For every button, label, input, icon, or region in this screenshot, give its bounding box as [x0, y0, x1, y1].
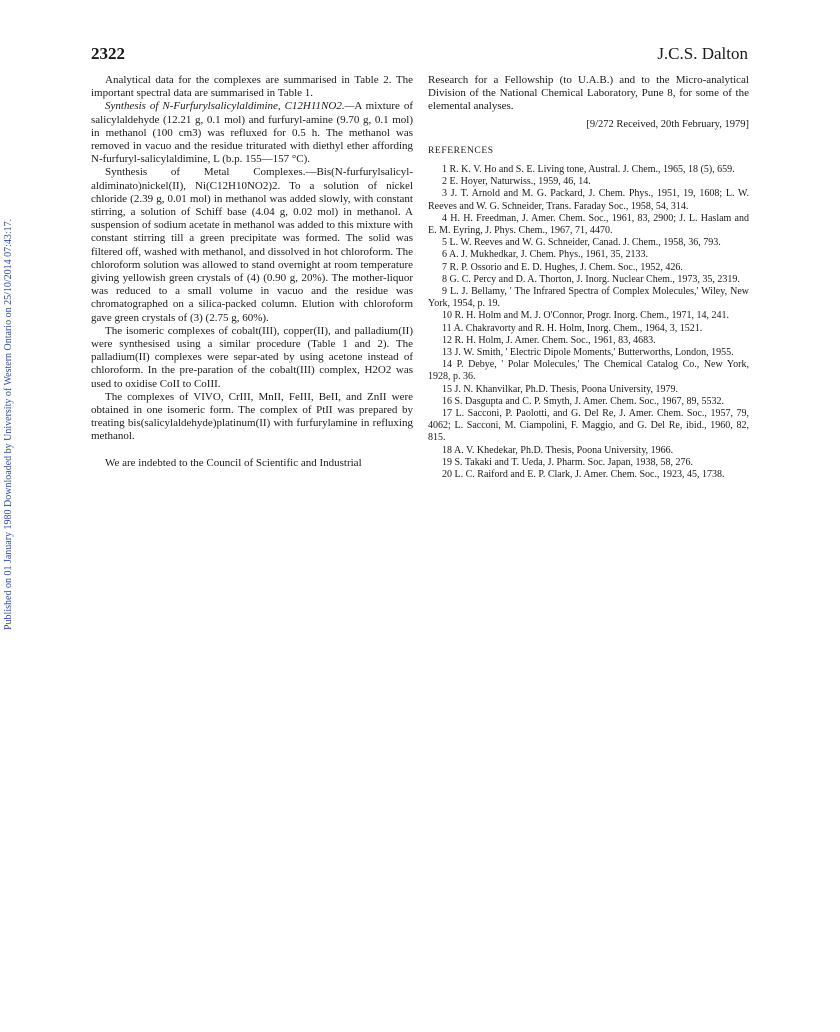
reference-item: 20 L. C. Raiford and E. P. Clark, J. Amer. Chem. Soc., 1923, 45, 1738.: [442, 469, 725, 481]
reference-item: 17 L. Sacconi, P. Paolotti, and G. Del Re, J. Amer. Chem. Soc., 1957, 79, 4062; L. Sacconi, M. Ciampolini, F. Maggio, and G. Del Re, ibid., 1960, 82, 815.: [428, 408, 749, 444]
received-date: [9/272 Received, 20th February, 1979]: [586, 118, 749, 130]
reference-item: 18 A. V. Khedekar, Ph.D. Thesis, Poona University, 1966.: [442, 444, 674, 456]
reference-item: 14 P. Debye, ' Polar Molecules,' The Chemical Catalog Co., New York, 1928, p. 36.: [428, 359, 749, 383]
ligand-synthesis-heading: Synthesis of N-Furfurylsalicylaldimine, C12H11NO2.—: [105, 100, 355, 113]
reference-item: 5 L. W. Reeves and W. G. Schneider, Canad. J. Chem., 1958, 36, 793.: [442, 237, 721, 249]
reference-item: 4 H. H. Freedman, J. Amer. Chem. Soc., 1961, 83, 2900; J. L. Haslam and E. M. Eyring, J. Phys. Chem., 1967, 71, 4470.: [428, 212, 749, 237]
reference-item: 1 R. K. V. Ho and S. E. Living tone, Austral. J. Chem., 1965, 18 (5), 659.: [442, 164, 735, 176]
intro-paragraph: Analytical data for the complexes are summarised in Table 2. The important spectral data are summarised in Table 1.: [91, 74, 413, 100]
download-notice[interactable]: Published on 01 January 1980 Downloaded by University of Western Ontario on 25/10/2014 07:43:17.: [3, 218, 14, 630]
reference-item: 16 S. Dasgupta and C. P. Smyth, J. Amer. Chem. Soc., 1967, 89, 5532.: [442, 395, 724, 407]
ligand-synthesis-body: A mixture of salicylaldehyde (12.21 g, 0.1 mol) and furfuryl-amine (9.70 g, 0.1 mol) in methanol (100 cm3) was refluxed for 0.5 h. The methanol was removed in vacuo and the residue triturated with diethyl ether affording N-furfuryl-salicylaldimine, L (b.p. 155—157 °C).: [91, 100, 413, 166]
reference-item: 9 L. J. Bellamy, ' The Infrared Spectra of Complex Molecules,' Wiley, New York, 1954, p. 19.: [428, 286, 749, 310]
other-complexes-paragraph: The complexes of VIVO, CrIII, MnII, FeIII, BeII, and ZnII were obtained in one isomeric form. The complex of PtII was prepared by treating bis(salicylaldehyde)platinum(II) with furfurylamine in refluxing methanol.: [91, 390, 413, 443]
reference-item: 13 J. W. Smith, ' Electric Dipole Moments,' Butterworths, London, 1955.: [442, 347, 734, 359]
left-column: [91, 74, 413, 470]
reference-item: 15 J. N. Khanvilkar, Ph.D. Thesis, Poona University, 1979.: [442, 383, 678, 395]
reference-item: 3 J. T. Arnold and M. G. Packard, J. Chem. Phys., 1951, 19, 1608; L. W. Reeves and W. G. Schneider, Trans. Faraday Soc., 1958, 54, 314.: [428, 188, 749, 212]
acknowledgement-start: We are indebted to the Council of Scientific and Industrial: [105, 456, 362, 469]
reference-item: 19 S. Takaki and T. Ueda, J. Pharm. Soc. Japan, 1938, 58, 276.: [442, 456, 693, 468]
reference-list: [428, 164, 749, 481]
reference-item: 2 E. Hoyer, Naturwiss., 1959, 46, 14.: [442, 176, 591, 188]
reference-item: 11 A. Chakravorty and R. H. Holm, Inorg. Chem., 1964, 3, 1521.: [442, 322, 703, 334]
isomeric-complexes-paragraph: The isomeric complexes of cobalt(III), copper(II), and palladium(II) were synthesised using a similar procedure (Table 1 and 2). The palladium(II) complexes were separ-ated by using acetone instead of chloroform. In the pre-paration of the cobalt(III) complex, H2O2 was used to oxidise CoII to CoIII.: [91, 324, 413, 390]
reference-item: 12 R. H. Holm, J. Amer. Chem. Soc., 1961, 83, 4683.: [442, 334, 656, 346]
reference-item: 6 A. J. Mukhedkar, J. Chem. Phys., 1961, 35, 2133.: [442, 249, 648, 261]
reference-item: 8 G. C. Percy and D. A. Thorton, J. Inorg. Nuclear Chem., 1973, 35, 2319.: [442, 273, 740, 285]
metal-complex-synthesis-paragraph: Synthesis of Metal Complexes.—Bis(N-furfurylsalicyl-aldiminato)nickel(II), Ni(C12H10NO2)2. To a solution of nickel chloride (2.39 g, 0.01 mol) in methanol was added slowly, with constant stirring, a solution of Schiff base (4.04 g, 0.02 mol) in methanol. A suspension of sodium acetate in methanol was added to this mixture with constant stirring till a green precipitate was formed. The solid was filtered off, washed with methanol, and dissolved in hot chloroform. The chloroform solution was allowed to stand overnight at room temperature giving yellowish green crystals of (4) (0.90 g, 20%). The mother-liquor was reduced to a small volume in vacuo and the residue was chromatographed on a silica-packed column. Elution with chloroform gave green crystals of (3) (2.75 g, 60%).: [91, 166, 413, 324]
acknowledgement-continued: Research for a Fellowship (to U.A.B.) and to the Micro-analytical Division of the National Chemical Laboratory, Pune 8, for some of the elemental analyses.: [428, 74, 749, 113]
ligand-synthesis-paragraph: [91, 100, 413, 166]
reference-item: 7 R. P. Ossorio and E. D. Hughes, J. Chem. Soc., 1952, 426.: [442, 261, 683, 273]
references-heading: REFERENCES: [428, 145, 494, 156]
reference-item: 10 R. H. Holm and M. J. O'Connor, Progr. Inorg. Chem., 1971, 14, 241.: [442, 310, 730, 322]
right-column: [428, 74, 749, 481]
page-number: 2322: [91, 44, 125, 63]
journal-title: J.C.S. Dalton: [657, 44, 748, 63]
